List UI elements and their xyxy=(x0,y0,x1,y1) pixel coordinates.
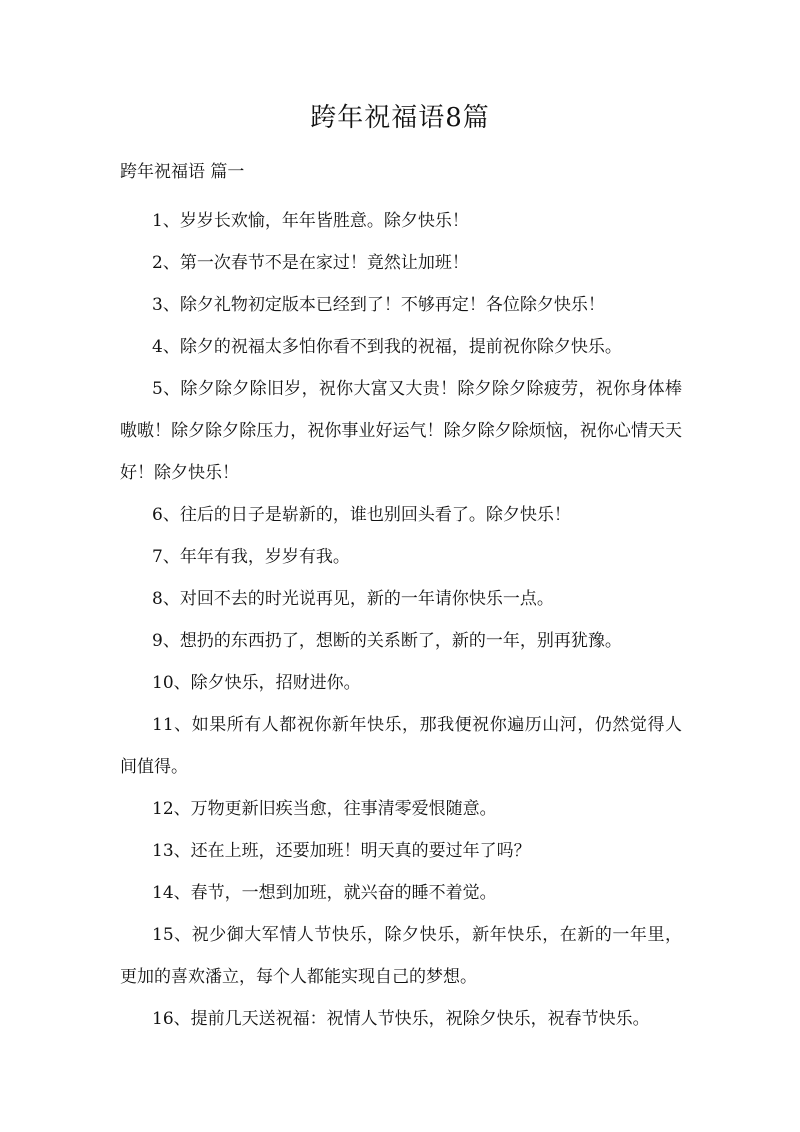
list-item: 4、除夕的祝福太多怕你看不到我的祝福，提前祝你除夕快乐。 xyxy=(152,337,622,357)
list-item: 16、提前几天送祝福：祝情人节快乐，祝除夕快乐，祝春节快乐。 xyxy=(152,1009,650,1029)
list-item: 2、第一次春节不是在家过！竟然让加班！ xyxy=(152,253,469,273)
wish-list xyxy=(120,200,682,1040)
list-item: 9、想扔的东西扔了，想断的关系断了，新的一年，别再犹豫。 xyxy=(152,631,622,651)
list-item: 12、万物更新旧疾当愈，往事清零爱恨随意。 xyxy=(152,799,497,819)
list-item: 1、岁岁长欢愉，年年皆胜意。除夕快乐！ xyxy=(152,211,469,231)
document-title: 跨年祝福语8篇 xyxy=(310,103,490,133)
list-item: 7、年年有我，岁岁有我。 xyxy=(152,547,350,567)
list-item: 14、春节，一想到加班，就兴奋的睡不着觉。 xyxy=(152,883,497,903)
section-heading: 跨年祝福语 篇一 xyxy=(120,162,245,182)
list-item: 8、对回不去的时光说再见，新的一年请你快乐一点。 xyxy=(152,589,554,609)
list-item: 3、除夕礼物初定版本已经到了！不够再定！各位除夕快乐！ xyxy=(152,295,605,315)
list-item: 13、还在上班，还要加班！明天真的要过年了吗？ xyxy=(152,841,531,861)
list-item: 15、祝少御大军情人节快乐，除夕快乐，新年快乐，在新的一年里，更加的喜欢潘立，每个人都能实现自己的梦想。 xyxy=(120,925,682,987)
list-item: 10、除夕快乐，招财进你。 xyxy=(152,673,361,693)
list-item: 6、往后的日子是崭新的，谁也别回头看了。除夕快乐！ xyxy=(152,505,571,525)
list-item: 5、除夕除夕除旧岁，祝你大富又大贵！除夕除夕除疲劳，祝你身体棒嗷嗷！除夕除夕除压力，祝你事业好运气！除夕除夕除烦恼，祝你心情天天好！除夕快乐！ xyxy=(120,379,682,483)
list-item: 11、如果所有人都祝你新年快乐，那我便祝你遍历山河，仍然觉得人间值得。 xyxy=(120,715,682,777)
